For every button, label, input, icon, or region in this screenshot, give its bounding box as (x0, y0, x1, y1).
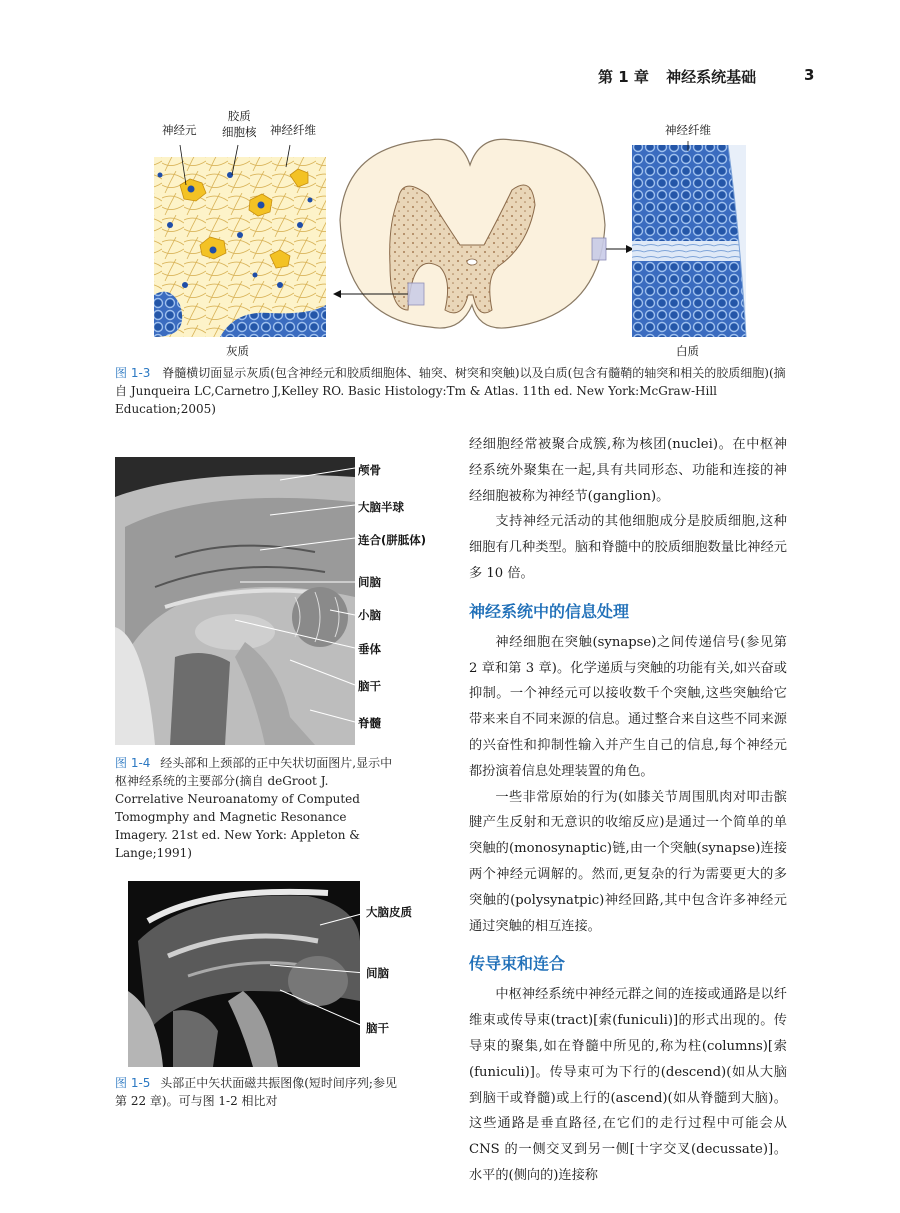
page-number: 3 (804, 66, 815, 84)
label-white-matter: 白质 (676, 344, 699, 358)
fig14-label-spinal-cord: 脊髓 (358, 716, 381, 730)
fig14-label-diencephalon: 间脑 (358, 575, 381, 589)
label-glia-line1: 胶质 (227, 109, 251, 123)
paragraph-reflex: 一些非常原始的行为(如膝关节周围肌肉对叩击髌腱产生反射和无意识的收缩反应)是通过一个简单的单突触的(monosynaptic)链,由一个突触(synapse)连接两个神经元调解的。然而,更复杂的行为需要更大的多突触的(polysynatpic)神经回路,其中包含许多神经元通过突触的相互连接。 (469, 789, 787, 934)
section-heading-tracts: 传导束和连合 (469, 954, 566, 974)
label-gray-matter: 灰质 (226, 344, 249, 358)
figure-1-5-text: 头部正中矢状面磁共振图像(短时间序列;参见第 22 章)。可与图 1-2 相比对 (115, 1076, 397, 1108)
section-heading-information-processing: 神经系统中的信息处理 (469, 601, 630, 621)
fig15-label-brainstem: 脑干 (366, 1021, 389, 1035)
fig14-label-corpus-callosum: 连合(胼胝体) (358, 533, 427, 547)
paragraph-glia: 支持神经元活动的其他细胞成分是胶质细胞,这种细胞有几种类型。脑和脊髓中的胶质细胞数量比神经元多 10 倍。 (469, 514, 787, 581)
label-nerve-fiber-left: 神经纤维 (270, 123, 316, 137)
figure-1-4-leader-lines (230, 460, 360, 740)
figure-1-3-number: 图 1-3 (115, 366, 151, 380)
spinal-cord-outline (340, 139, 605, 328)
fig14-label-skull: 颅骨 (358, 463, 381, 477)
chapter-header (598, 66, 756, 87)
figure-1-4-caption (115, 754, 393, 862)
figure-1-5-caption (115, 1074, 405, 1110)
fig14-label-cerebellum: 小脑 (358, 608, 381, 622)
label-glia-line2: 细胞核 (222, 125, 257, 139)
paragraph-synapse: 神经细胞在突触(synapse)之间传递信号(参见第 2 章和第 3 章)。化学递质与突触的功能有关,如兴奋或抑制。一个神经元可以接收数千个突触,这些突触给它带来来自不同来源的信息。通过整合来自这些不同来源的兴奋性和抑制性输入并产生自己的信息,每个神经元都扮演着信息处理装置的角色。 (469, 634, 787, 779)
white-matter-panel-top (632, 145, 746, 243)
body-text-column (469, 432, 787, 1189)
white-matter-panel-bottom (632, 261, 746, 337)
fig14-label-pituitary: 垂体 (358, 642, 381, 656)
figure-1-4-number: 图 1-4 (115, 756, 151, 770)
spinal-cord-cross-section-figure (140, 105, 770, 360)
fig15-label-cortex: 大脑皮质 (366, 905, 412, 919)
figure-1-3-caption (115, 364, 788, 418)
figure-1-5-number: 图 1-5 (115, 1076, 151, 1090)
fig14-label-hemisphere: 大脑半球 (358, 500, 404, 514)
fig14-label-brainstem: 脑干 (358, 679, 381, 693)
label-neuron: 神经元 (162, 123, 197, 137)
label-glia-nucleus (222, 108, 257, 140)
chapter-title: 神经系统基础 (666, 68, 757, 86)
fig15-label-diencephalon: 间脑 (366, 966, 389, 980)
paragraph-nuclei: 经细胞经常被聚合成簇,称为核团(nuclei)。在中枢神经系统外聚集在一起,具有共同形态、功能和连接的神经细胞被称为神经节(ganglion)。 (469, 437, 787, 504)
figure-1-5-leader-lines (250, 895, 370, 1045)
paragraph-tracts: 中枢神经系统中神经元群之间的连接或通路是以纤维束或传导束(tract)[索(funiculi)]的形式出现的。传导束的聚集,如在脊髓中所见的,称为柱(columns)[索(funiculi)]。传导束可为下行的(descend)(如从大脑到脑干或脊髓)或上行的(ascend)(如从脊髓到大脑)。这些通路是垂直路径,在它们的走行过程中可能会从 CNS 的一侧交叉到另一侧[十字交叉(decussate)]。水平的(侧向的)连接称 (469, 987, 787, 1183)
chapter-number: 第 1 章 (598, 68, 649, 86)
label-nerve-fiber-right: 神经纤维 (665, 123, 711, 137)
figure-1-3-text: 脊髓横切面显示灰质(包含神经元和胶质细胞体、轴突、树突和突触)以及白质(包含有髓鞘的轴突和相关的胶质细胞)(摘自 Junqueira LC,Carnetro J,Kelley RO. Basic Histology:Tm & Atlas. 11th ed. New York:McGraw-Hill Education;2005) (115, 366, 786, 416)
figure-1-4-text: 经头部和上颈部的正中矢状切面图片,显示中枢神经系统的主要部分(摘自 deGroot J. Correlative Neuroanatomy of Computed Tomogmphy and Magnetic Resonance Imagery. 21st ed. New York: Appleton & Lange;1991) (115, 756, 393, 860)
